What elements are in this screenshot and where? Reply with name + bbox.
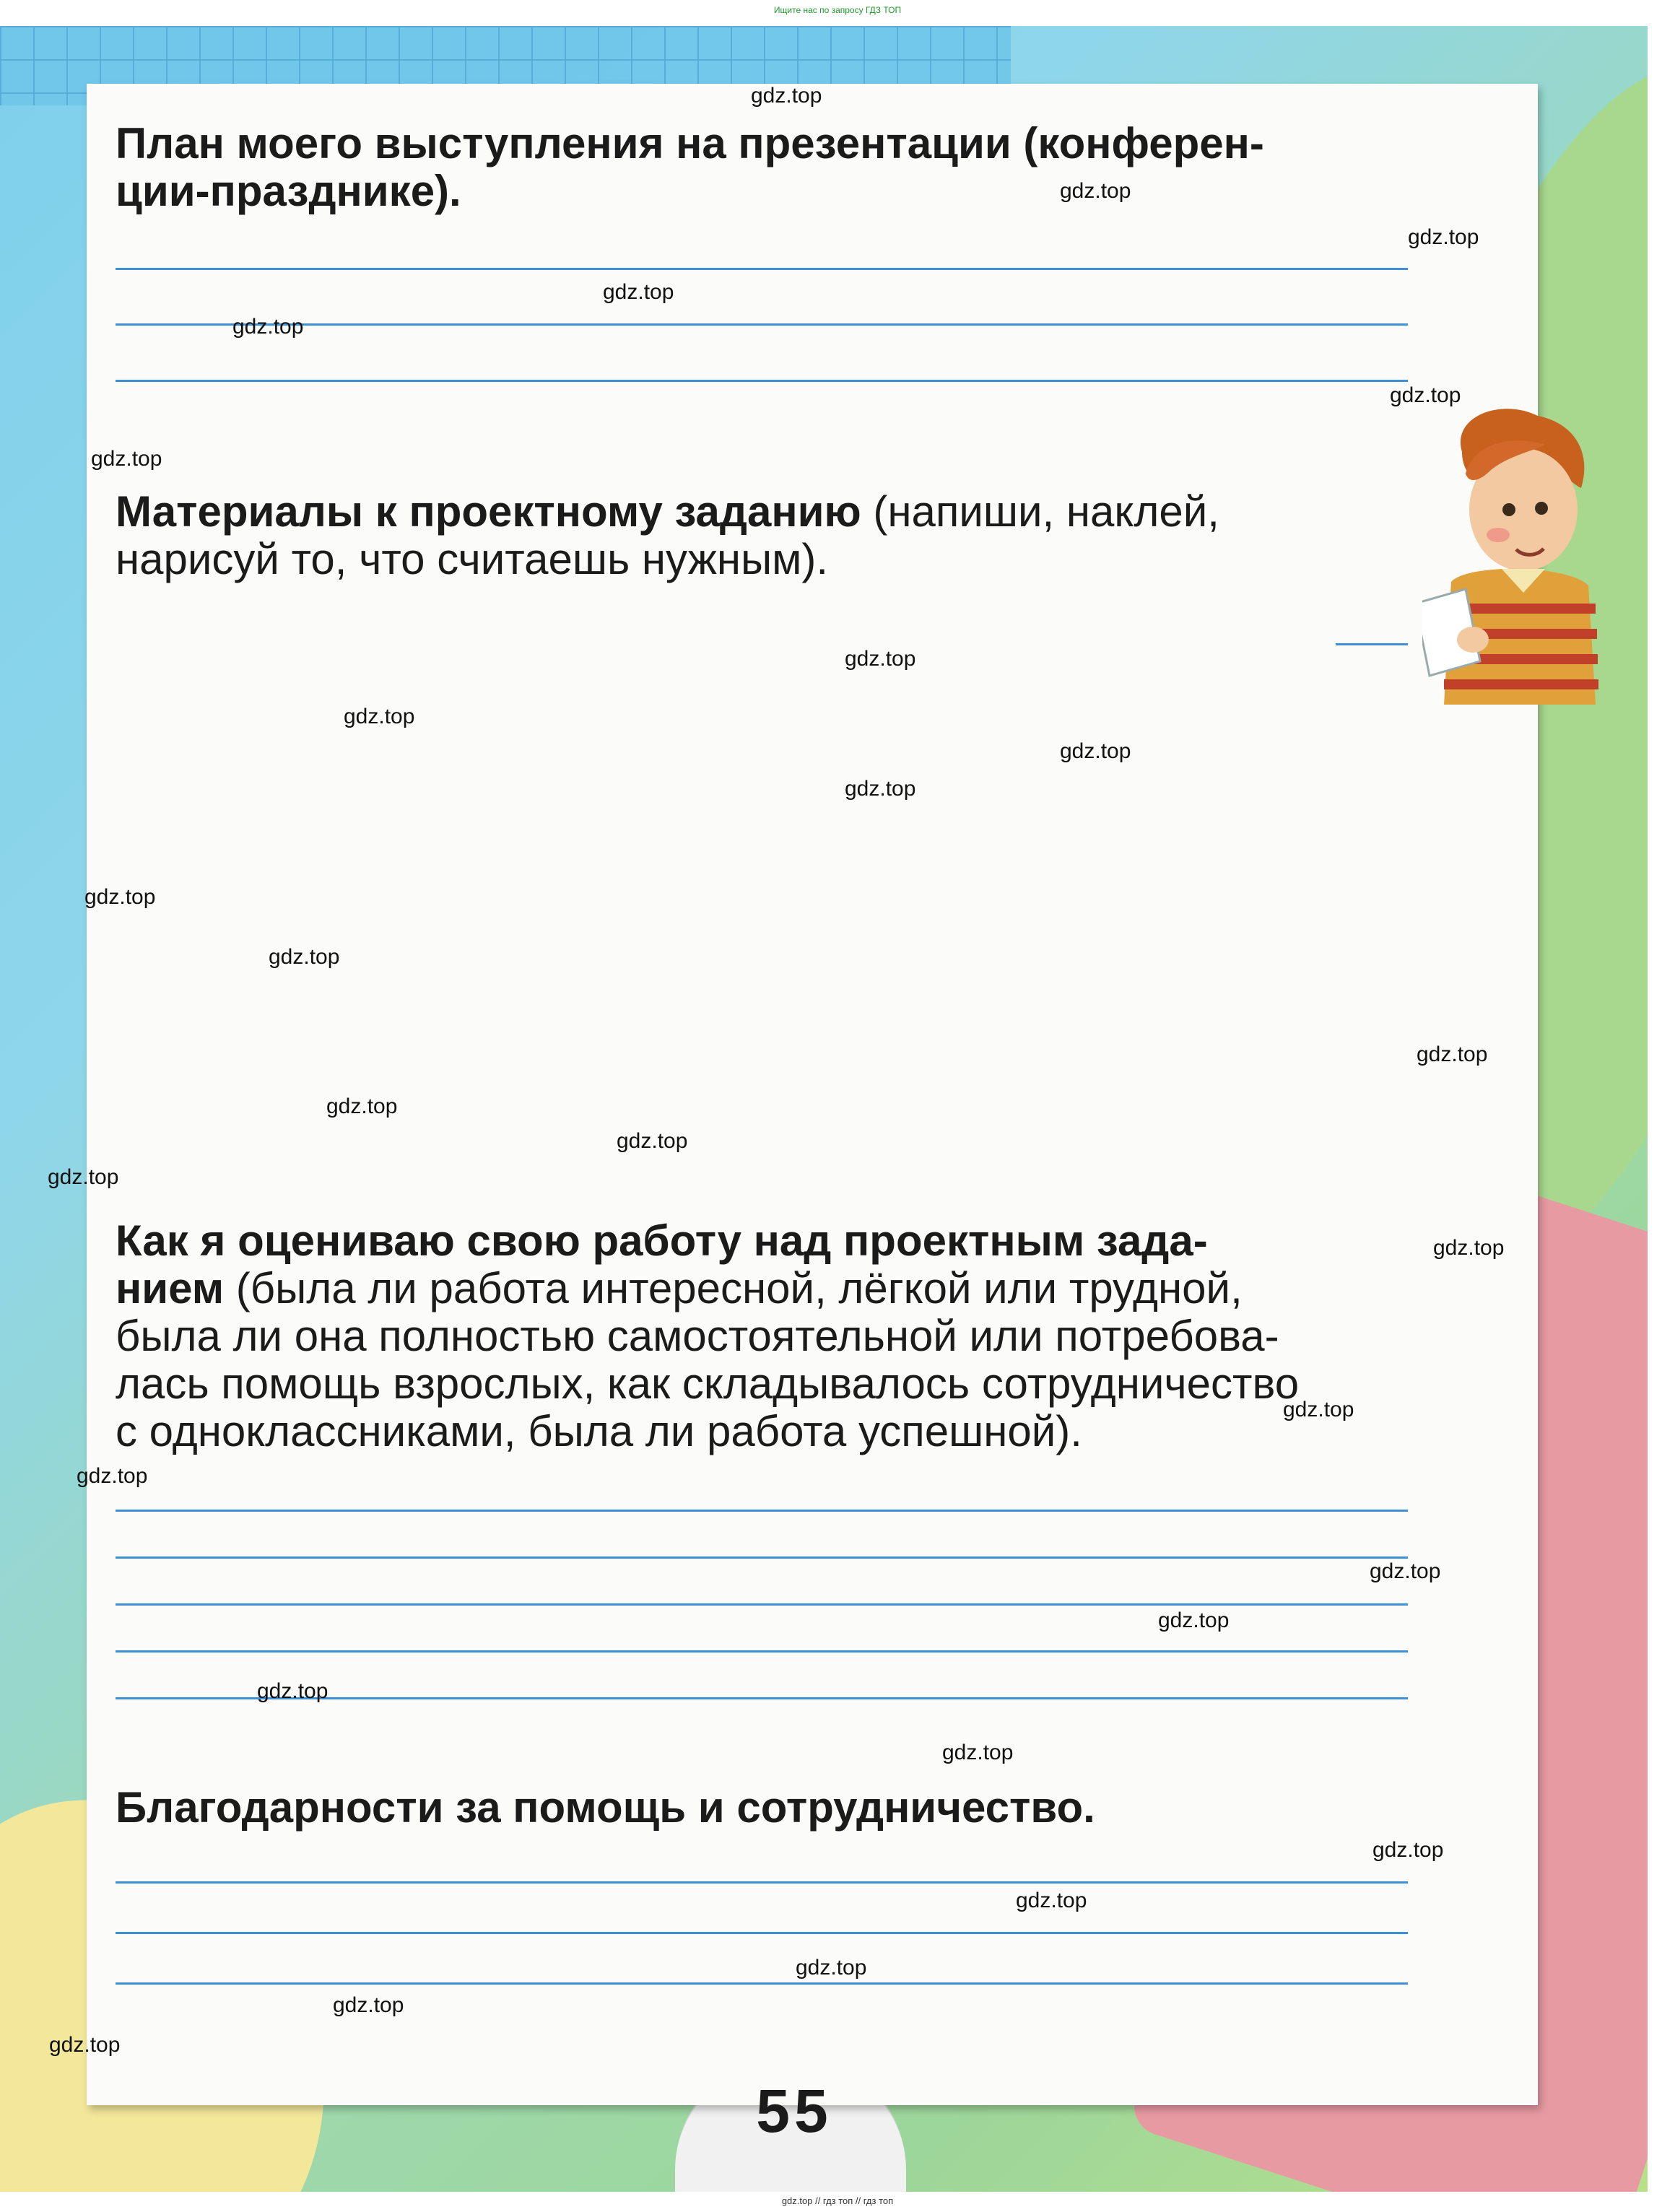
watermark: gdz.top — [232, 315, 304, 339]
bottom-banner — [0, 2193, 1675, 2212]
watermark: gdz.top — [845, 777, 916, 801]
watermark: gdz.top — [1390, 383, 1461, 407]
writing-line[interactable] — [116, 1982, 1408, 1985]
materials-line1 — [116, 488, 1219, 536]
watermark: gdz.top — [1060, 179, 1131, 203]
assessment-line3: была ли она полностью самостоятельной или потребова- — [116, 1312, 1279, 1360]
writing-line[interactable] — [116, 1556, 1408, 1559]
assessment-line4: лась помощь взрослых, как складывалось сотрудничество — [116, 1359, 1300, 1408]
assessment-hint: (была ли работа интересной, лёгкой или трудной, — [224, 1264, 1243, 1312]
watermark: gdz.top — [1283, 1398, 1354, 1421]
writing-line[interactable] — [116, 268, 1408, 270]
assessment-line5: с одноклассниками, была ли работа успешной). — [116, 1407, 1082, 1455]
plan-title-line2: ции-празднике). — [116, 167, 461, 215]
writing-line[interactable] — [116, 1510, 1408, 1512]
watermark: gdz.top — [751, 84, 822, 108]
page-number: 55 — [756, 2077, 832, 2145]
watermark: gdz.top — [77, 1464, 148, 1488]
writing-line[interactable] — [116, 380, 1408, 382]
materials-line2: нарисуй то, что считаешь нужным). — [116, 535, 829, 583]
writing-line[interactable] — [116, 323, 1408, 326]
watermark: gdz.top — [84, 885, 156, 909]
watermark: gdz.top — [1016, 1889, 1087, 1912]
watermark: gdz.top — [1372, 1838, 1444, 1862]
watermark: gdz.top — [333, 1993, 404, 2017]
workbook-page — [0, 26, 1648, 2192]
top-banner-text: Ищите нас по запросу ГДЗ ТОП — [773, 5, 902, 15]
top-banner — [0, 0, 1675, 25]
watermark: gdz.top — [942, 1741, 1014, 1764]
boy-with-paper-illustration — [1422, 401, 1603, 705]
watermark: gdz.top — [1408, 225, 1479, 249]
materials-title: Материалы к проектному заданию — [116, 487, 861, 536]
assessment-title-line1: Как я оцениваю свою работу над проектным зада- — [116, 1216, 1208, 1265]
watermark: gdz.top — [269, 945, 340, 969]
assessment-title-end: нием — [116, 1264, 225, 1312]
watermark: gdz.top — [845, 647, 916, 671]
watermark: gdz.top — [1433, 1236, 1505, 1260]
materials-hint: (напиши, наклей, — [861, 487, 1219, 536]
watermark: gdz.top — [1417, 1042, 1488, 1066]
watermark: gdz.top — [326, 1094, 398, 1118]
bottom-banner-text: gdz.top // гдз топ // гдз топ — [781, 2195, 894, 2206]
watermark: gdz.top — [603, 280, 674, 304]
writing-line[interactable] — [1336, 643, 1408, 645]
writing-line[interactable] — [116, 1932, 1408, 1934]
writing-line[interactable] — [116, 1603, 1408, 1606]
watermark: gdz.top — [49, 2033, 121, 2057]
watermark: gdz.top — [48, 1165, 119, 1189]
plan-title-line1: План моего выступления на презентации (конферен- — [116, 119, 1264, 167]
watermark: gdz.top — [257, 1679, 329, 1703]
watermark: gdz.top — [344, 705, 415, 728]
assessment-line2 — [116, 1265, 1243, 1312]
writing-line[interactable] — [116, 1881, 1408, 1884]
watermark: gdz.top — [1060, 739, 1131, 763]
writing-line[interactable] — [116, 1650, 1408, 1653]
watermark: gdz.top — [1370, 1559, 1441, 1583]
thanks-title: Благодарности за помощь и сотрудничество. — [116, 1783, 1095, 1832]
watermark: gdz.top — [796, 1956, 867, 1980]
watermark: gdz.top — [617, 1129, 688, 1153]
watermark: gdz.top — [91, 447, 162, 471]
watermark: gdz.top — [1158, 1608, 1230, 1632]
